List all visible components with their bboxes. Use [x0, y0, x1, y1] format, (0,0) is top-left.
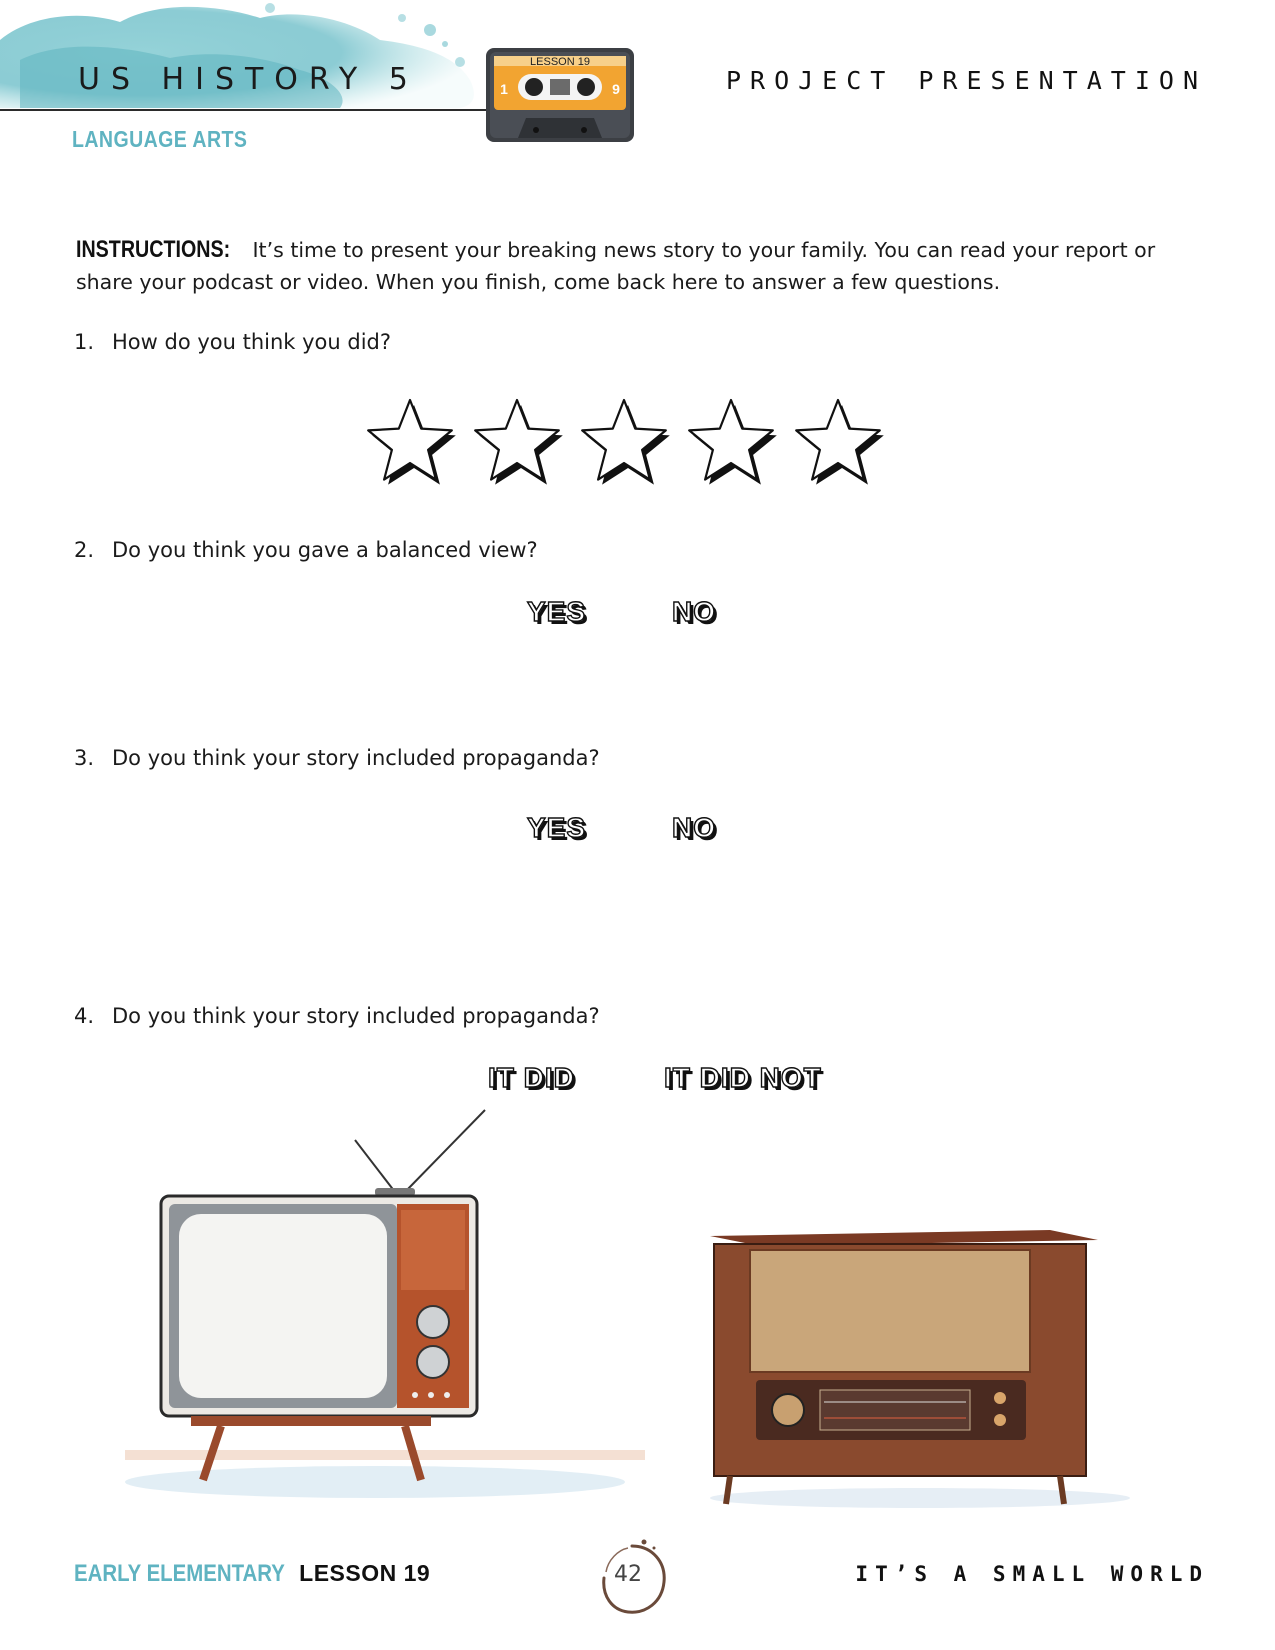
- question-1-number: 1.: [74, 330, 95, 354]
- q2-option-no[interactable]: NO: [672, 596, 716, 627]
- instructions-text: It’s time to present your breaking news story to your family. You can read your report or share your podcast or video. When you finish, come back here to answer a few questions.: [76, 238, 1156, 294]
- question-1: [74, 330, 391, 354]
- cassette-number-right: 9: [612, 81, 620, 97]
- question-3-number: 3.: [74, 746, 95, 770]
- header-rule: [0, 109, 490, 111]
- instructions: [76, 234, 1196, 298]
- course-title: US HISTORY 5: [78, 62, 419, 97]
- cassette-label: LESSON 19: [530, 56, 590, 68]
- q4-option-it-did-not[interactable]: IT DID NOT: [664, 1062, 822, 1093]
- q3-option-no[interactable]: NO: [672, 812, 716, 843]
- star-rating: [360, 392, 920, 492]
- q2-option-yes[interactable]: YES: [527, 596, 587, 627]
- star-outline-icon[interactable]: [360, 392, 460, 492]
- question-4-text: Do you think your story included propaganda?: [112, 1004, 600, 1028]
- star-outline-icon[interactable]: [681, 392, 781, 492]
- cassette-number-left: 1: [500, 81, 508, 97]
- television-illustration: [125, 1100, 645, 1510]
- q4-option-it-did[interactable]: IT DID: [488, 1062, 575, 1093]
- question-4: [74, 1004, 600, 1028]
- footer-level: EARLY ELEMENTARY: [74, 1560, 285, 1587]
- star-outline-icon[interactable]: [574, 392, 674, 492]
- question-2: [74, 538, 538, 562]
- question-3: [74, 746, 600, 770]
- page-number: 42: [614, 1562, 642, 1587]
- subject-label: LANGUAGE ARTS: [72, 126, 248, 152]
- question-3-text: Do you think your story included propaganda?: [112, 746, 600, 770]
- star-outline-icon[interactable]: [467, 392, 567, 492]
- question-2-number: 2.: [74, 538, 95, 562]
- q3-option-yes[interactable]: YES: [527, 812, 587, 843]
- footer-unit-title: IT’S A SMALL WORLD: [855, 1562, 1209, 1586]
- question-2-text: Do you think you gave a balanced view?: [112, 538, 538, 562]
- question-1-text: How do you think you did?: [112, 330, 392, 354]
- footer-lesson: LESSON 19: [299, 1560, 431, 1586]
- radio-illustration: [700, 1220, 1140, 1520]
- instructions-label: INSTRUCTIONS:: [76, 236, 231, 263]
- footer-left: [74, 1560, 430, 1588]
- question-4-number: 4.: [74, 1004, 95, 1028]
- cassette-tape-icon: [484, 46, 636, 144]
- section-title: PROJECT PRESENTATION: [725, 66, 1207, 95]
- star-outline-icon[interactable]: [788, 392, 888, 492]
